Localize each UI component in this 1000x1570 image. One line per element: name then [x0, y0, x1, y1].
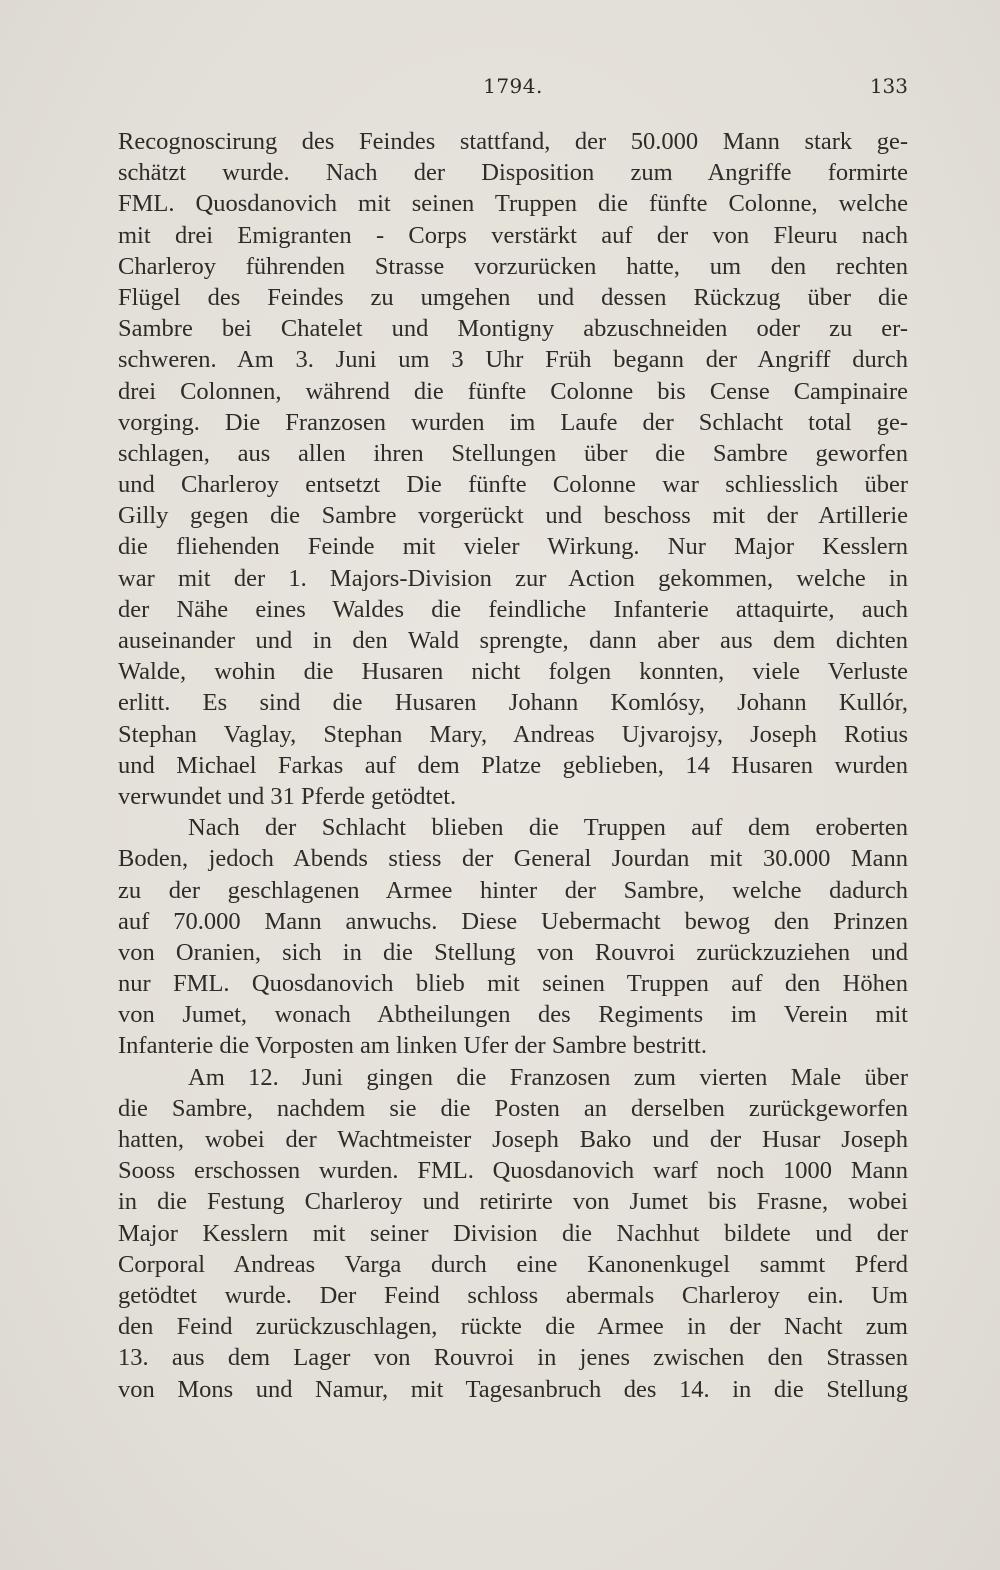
text-line: die fliehenden Feinde mit vieler Wirkung. Nur Major Kesslern	[118, 533, 908, 561]
text-line: 13. aus dem Lager von Rouvroi in jenes zwischen den Strassen	[118, 1344, 908, 1372]
text-line: Charleroy führenden Strasse vorzurücken hatte, um den rechten	[118, 252, 908, 280]
text-line: drei Colonnen, während die fünfte Colonne bis Cense Campinaire	[118, 377, 908, 405]
text-line: der Nähe eines Waldes die feindliche Infanterie attaquirte, auch	[118, 595, 908, 623]
text-line: vorging. Die Franzosen wurden im Laufe der Schlacht total ge-	[118, 408, 908, 436]
text-line: mit drei Emigranten - Corps verstärkt auf der von Fleuru nach	[118, 221, 908, 249]
text-line: Boden, jedoch Abends stiess der General Jourdan mit 30.000 Mann	[118, 845, 908, 873]
text-line: schätzt wurde. Nach der Disposition zum Angriffe formirte	[118, 159, 908, 187]
text-line: von Oranien, sich in die Stellung von Rouvroi zurückzuziehen und	[118, 938, 908, 966]
text-line: den Feind zurückzuschlagen, rückte die Armee in der Nacht zum	[118, 1313, 908, 1341]
text-line: auseinander und in den Wald sprengte, dann aber aus dem dichten	[118, 627, 908, 654]
text-line: Recognoscirung des Feindes stattfand, der 50.000 Mann stark ge-	[118, 128, 908, 155]
text-line: von Jumet, wonach Abtheilungen des Regiments im Verein mit	[118, 1001, 908, 1029]
body-text	[118, 126, 908, 1405]
text-line: und Michael Farkas auf dem Platze geblieben, 14 Husaren wurden	[118, 751, 908, 779]
text-line: schlagen, aus allen ihren Stellungen über die Sambre geworfen	[118, 439, 908, 467]
text-line: Infanterie die Vorposten am linken Ufer der Sambre bestritt.	[118, 1032, 707, 1060]
text-line: in die Festung Charleroy und retirirte von Jumet bis Frasne, wobei	[118, 1188, 908, 1216]
text-line: erlitt. Es sind die Husaren Johann Komlósy, Johann Kullór,	[118, 689, 908, 717]
text-line: hatten, wobei der Wachtmeister Joseph Bako und der Husar Joseph	[118, 1126, 908, 1153]
running-head	[118, 74, 908, 104]
text-line: Stephan Vaglay, Stephan Mary, Andreas Ujvarojsy, Joseph Rotius	[118, 720, 908, 748]
text-line: Corporal Andreas Varga durch eine Kanonenkugel sammt Pferd	[118, 1250, 908, 1278]
text-line: von Mons und Namur, mit Tagesanbruch des 14. in die Stellung	[118, 1375, 908, 1403]
text-line: Sambre bei Chatelet und Montigny abzuschneiden oder zu er-	[118, 315, 908, 343]
page-number: 133	[869, 74, 908, 98]
text-line: Major Kesslern mit seiner Division die Nachhut bildete und der	[118, 1219, 908, 1247]
text-line: war mit der 1. Majors-Division zur Action gekommen, welche in	[118, 564, 908, 592]
text-line: schweren. Am 3. Juni um 3 Uhr Früh begann der Angriff durch	[118, 346, 908, 374]
text-line: Flügel des Feindes zu umgehen und dessen Rückzug über die	[118, 283, 908, 311]
text-line: Gilly gegen die Sambre vorgerückt und beschoss mit der Artillerie	[118, 502, 908, 530]
paragraph-start-line: Am 12. Juni gingen die Franzosen zum vierten Male über	[188, 1063, 908, 1091]
text-line: und Charleroy entsetzt Die fünfte Colonne war schliesslich über	[118, 471, 908, 499]
paragraph-start-line: Nach der Schlacht blieben die Truppen auf dem eroberten	[188, 814, 908, 842]
text-line: auf 70.000 Mann anwuchs. Diese Uebermacht bewog den Prinzen	[118, 907, 908, 935]
text-line: Walde, wohin die Husaren nicht folgen konnten, viele Verluste	[118, 658, 908, 686]
text-line: Sooss erschossen wurden. FML. Quosdanovich warf noch 1000 Mann	[118, 1157, 908, 1185]
running-title: 1794.	[483, 74, 543, 98]
text-line: FML. Quosdanovich mit seinen Truppen die fünfte Colonne, welche	[118, 190, 908, 218]
text-line: getödtet wurde. Der Feind schloss abermals Charleroy ein. Um	[118, 1281, 908, 1309]
text-line: verwundet und 31 Pferde getödtet.	[118, 782, 457, 810]
text-line: die Sambre, nachdem sie die Posten an derselben zurückgeworfen	[118, 1094, 908, 1122]
text-line: nur FML. Quosdanovich blieb mit seinen Truppen auf den Höhen	[118, 970, 908, 998]
text-line: zu der geschlagenen Armee hinter der Sambre, welche dadurch	[118, 876, 908, 904]
